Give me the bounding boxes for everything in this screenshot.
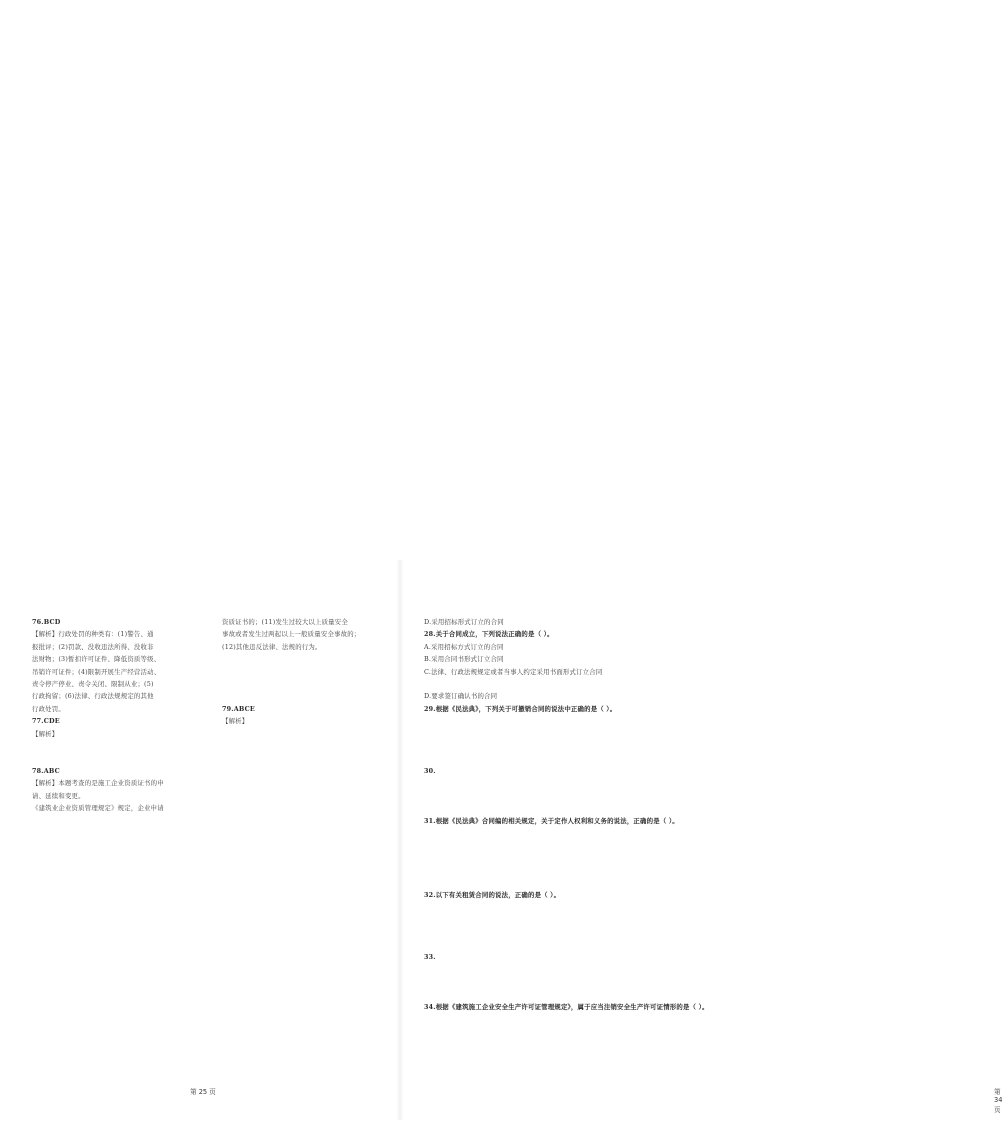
question-heading: 30. [424, 766, 436, 775]
answer-option [424, 1025, 762, 1037]
analysis-line [222, 690, 382, 702]
left-page-column-2 [222, 616, 382, 728]
analysis-line: 【解析】本题考查的是施工企业资质证书的申 [32, 779, 164, 788]
left-page-column-1 [32, 616, 204, 815]
answer-option: B.采用合同书形式订立合同 [424, 655, 504, 664]
page-number-right: 第 34 页 [994, 1088, 1002, 1114]
answer-option [424, 1013, 762, 1025]
analysis-line [32, 752, 204, 764]
answer-option [424, 715, 762, 727]
question-heading: 34.根据《建筑施工企业安全生产许可证管理规定》，属于应当注销安全生产许可证情形的是（ ）。 [424, 1002, 709, 1011]
answer-option [424, 864, 762, 876]
question-heading: 33. [424, 952, 436, 961]
answer-option [424, 839, 762, 851]
answer-option [424, 728, 762, 740]
analysis-line: 事故或者发生过两起以上一般质量安全事故的； [222, 630, 361, 639]
analysis-line: 法财物；(3)暂扣许可证件、降低资质等级、 [32, 655, 161, 664]
question-heading: 77.CDE [32, 717, 60, 726]
answer-option [424, 926, 762, 938]
answer-option: D.采用招标形式订立的合同 [424, 618, 504, 626]
analysis-line: 资质证书的；(11)发生过较大以上质量安全 [222, 618, 348, 626]
analysis-line: 吊销许可证件；(4)限制开展生产经营活动、 [32, 667, 161, 676]
answer-option: A.采用招标方式订立的合同 [424, 642, 504, 651]
analysis-line: 报批评；(2)罚款、没收违法所得、没收非 [32, 642, 154, 651]
page-number-left: 第 25 页 [190, 1088, 216, 1096]
analysis-line [32, 740, 204, 752]
question-heading: 31.根据《民法典》合同编的相关规定，关于定作人权利和义务的说法，正确的是（ ）。 [424, 816, 679, 825]
answer-option [424, 877, 762, 889]
answer-option [424, 988, 762, 1000]
analysis-line: 行政拘留；(6)法律、行政法规规定的其他 [32, 692, 154, 701]
question-heading: 76.BCD [32, 618, 61, 626]
analysis-line: 责令停产停业、责令关闭、限制从业；(5) [32, 680, 154, 689]
answer-option [424, 852, 762, 864]
analysis-line: 【解析】 [32, 729, 59, 738]
answer-option: C.法律、行政法规规定或者当事人约定采用书面形式订立合同 [424, 667, 603, 676]
analysis-line: 请、延续和变更。 [32, 791, 85, 800]
answer-option [424, 963, 762, 975]
answer-option [424, 1038, 762, 1050]
right-page-column [424, 616, 762, 1050]
analysis-line: (12)其他违反法律、法规的行为。 [222, 642, 322, 651]
answer-option [424, 740, 762, 752]
answer-option [424, 827, 762, 839]
answer-option [424, 678, 762, 690]
analysis-line [222, 666, 382, 678]
analysis-line [222, 678, 382, 690]
left-page [0, 0, 400, 1132]
question-heading: 79.ABCE [222, 704, 255, 713]
answer-option [424, 939, 762, 951]
answer-option [424, 790, 762, 802]
answer-option [424, 752, 762, 764]
question-heading: 28.关于合同成立，下列说法正确的是（ ）。 [424, 630, 554, 639]
analysis-line: 《建筑业企业资质管理规定》规定，企业申请 [32, 804, 164, 813]
analysis-line [222, 653, 382, 665]
question-heading: 32.以下有关租赁合同的说法，正确的是（ ）。 [424, 890, 561, 899]
answer-option [424, 802, 762, 814]
analysis-line: 行政处罚。 [32, 704, 65, 713]
answer-option [424, 901, 762, 913]
analysis-line: 【解析】行政处罚的种类有：(1)警告、通 [32, 630, 154, 639]
analysis-line: 【解析】 [222, 717, 249, 726]
question-heading: 29.根据《民法典》，下列关于可撤销合同的说法中正确的是（ ）。 [424, 704, 617, 713]
answer-option [424, 914, 762, 926]
answer-option [424, 777, 762, 789]
question-heading: 78.ABC [32, 766, 60, 775]
answer-option: D.要求签订确认书的合同 [424, 692, 498, 701]
answer-option [424, 976, 762, 988]
